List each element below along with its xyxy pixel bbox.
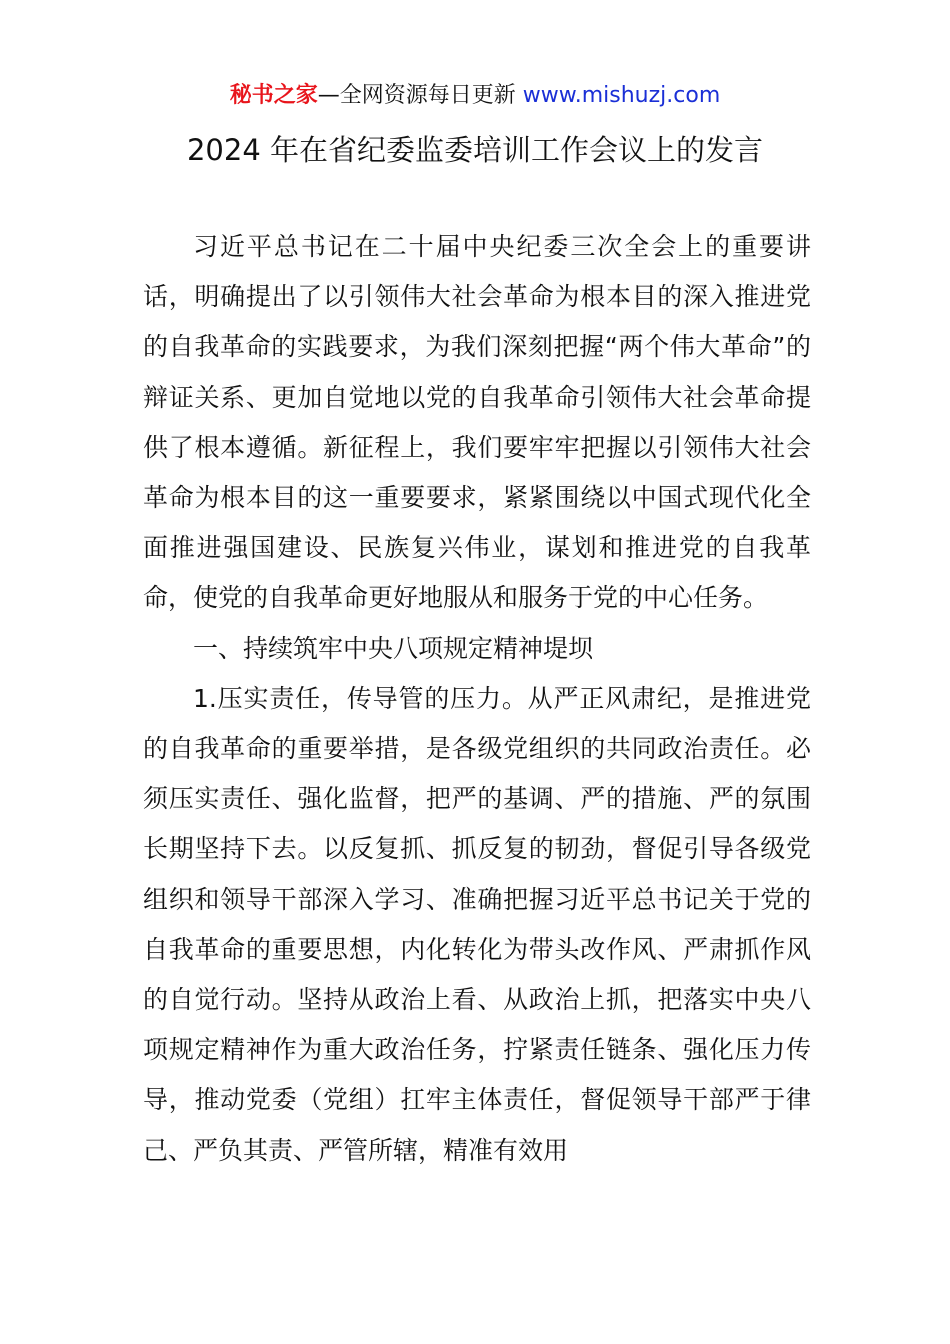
brand-name: 秘书之家 [229,83,318,108]
header-tagline: —全网资源每日更新 [317,83,523,108]
paragraph-intro: 习近平总书记在二十届中央纪委三次全会上的重要讲话，明确提出了以引领伟大社会革命为根本目的深入推进党的自我革命的实践要求，为我们深刻把握“两个伟大革命”的辩证关系、更加自觉地以党的自我革命引领伟大社会革命提供了根本遵循。新征程上，我们要牢牢把握以引领伟大社会革命为根本目的这一重要要求，紧紧围绕以中国式现代化全面推进强国建设、民族复兴伟业，谋划和推进党的自我革命，使党的自我革命更好地服从和服务于党的中心任务。 [143,232,811,613]
site-url-link[interactable]: www.mishuzj.com [522,83,721,108]
paragraph-section-1: 1.压实责任，传导管的压力。从严正风肃纪，是推进党的自我革命的重要举措，是各级党组织的共同政治责任。必须压实责任、强化监督，把严的基调、严的措施、严的氛围长期坚持下去。以反复抓、抓反复的韧劲，督促引导各级党组织和领导干部深入学习、准确把握习近平总书记关于党的自我革命的重要思想，内化转化为带头改作风、严肃抓作风的自觉行动。坚持从政治上看、从政治上抓，把落实中央八项规定精神作为重大政治任务，拧紧责任链条、强化压力传导，推动党委（党组）扛牢主体责任，督促领导干部严于律己、严负其责、严管所辖，精准有效用 [143,683,811,1165]
document-body [143,222,811,1176]
section-heading: 一、持续筑牢中央八项规定精神堤坝 [193,633,594,663]
document-title: 2024 年在省纪委监委培训工作会议上的发言 [186,133,764,167]
site-header [0,80,950,112]
